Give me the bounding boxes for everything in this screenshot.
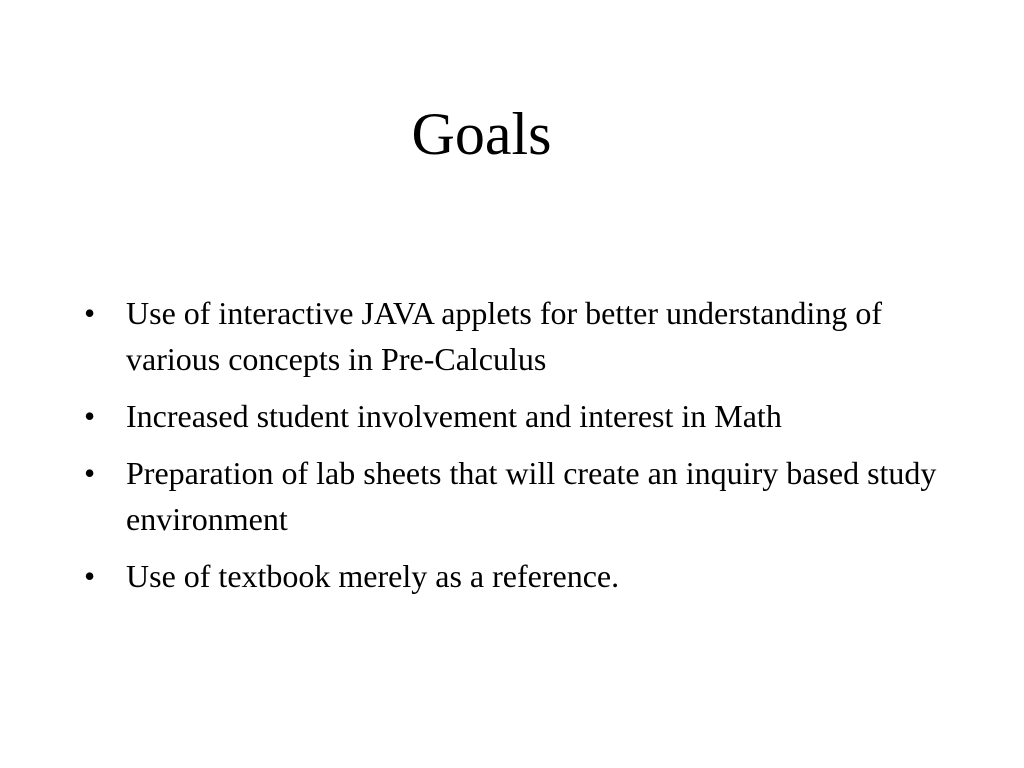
bullet-item bbox=[84, 450, 984, 542]
bullet-list bbox=[84, 290, 984, 610]
bullet-item bbox=[84, 553, 984, 599]
bullet-icon: • bbox=[84, 558, 96, 594]
slide-title: Goals bbox=[411, 101, 552, 167]
bullet-item bbox=[84, 290, 984, 382]
bullet-icon: • bbox=[84, 398, 96, 434]
bullet-text: Preparation of lab sheets that will create an inquiry based study environment bbox=[126, 455, 937, 537]
bullet-icon: • bbox=[84, 295, 96, 331]
bullet-item bbox=[84, 393, 984, 439]
bullet-text: Use of textbook merely as a reference. bbox=[126, 558, 620, 594]
bullet-text: Increased student involvement and interest in Math bbox=[126, 398, 782, 434]
bullet-icon: • bbox=[84, 455, 96, 491]
bullet-text: Use of interactive JAVA applets for better understanding of various concepts in Pre-Calculus bbox=[126, 295, 882, 377]
